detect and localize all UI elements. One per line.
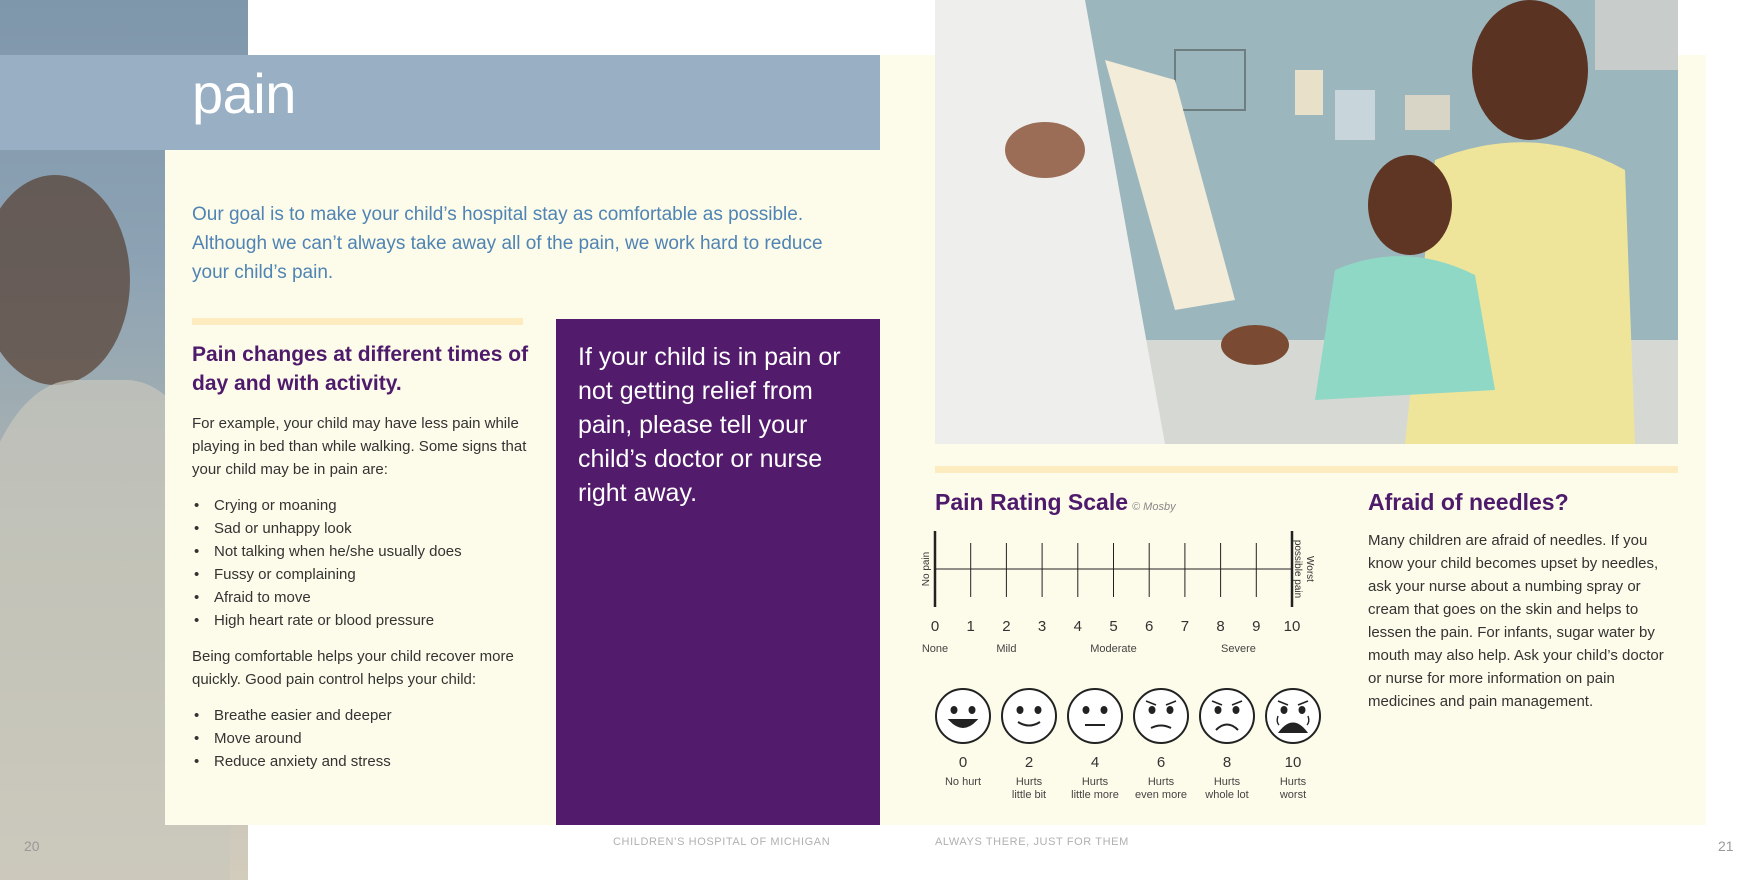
face-eye — [1101, 706, 1108, 714]
list-item: • Afraid to move — [192, 586, 522, 609]
needles-heading: Afraid of needles? — [1368, 489, 1569, 515]
face-eye — [1017, 706, 1024, 714]
face-eye — [951, 706, 958, 714]
scale-right-anchor-line: Worst — [1304, 556, 1315, 582]
face-score: 10 — [1284, 754, 1302, 771]
list-item: • Not talking when he/she usually does — [192, 540, 522, 563]
scale-number: 8 — [1216, 618, 1225, 635]
face-label-line1: Hurts — [1147, 776, 1175, 788]
needles-paragraph: Many children are afraid of needles. If you know your child becomes upset by needles, ask your nurse about a numbing spray or cream that goes on the skin and helps to lessen the pain. For infants, sugar water by mouth may also help. Ask your child’s doctor or nurse for more information on pain medicines and pain management. — [1368, 532, 1664, 710]
scale-zone-label: Mild — [996, 643, 1017, 655]
doctor-patient-photo — [935, 0, 1678, 444]
face-outline — [1266, 689, 1320, 743]
section-heading: Pain changes at different times of day and with activity. — [192, 343, 529, 395]
face-outline — [936, 689, 990, 743]
face-eye — [1299, 706, 1306, 714]
face-label-line2: little more — [1071, 789, 1119, 801]
face-label-line1: Hurts — [1015, 776, 1043, 788]
section-divider — [935, 466, 1678, 473]
child-face — [0, 175, 130, 385]
face-label-line2: worst — [1279, 789, 1307, 801]
face-label-line2: even more — [1135, 789, 1187, 801]
page-number-right: 21 — [1718, 838, 1734, 854]
face-eye — [1233, 706, 1240, 714]
face-score: 2 — [1024, 754, 1034, 771]
face-icon — [1134, 689, 1188, 743]
face-eye — [1167, 706, 1174, 714]
scale-number: 4 — [1073, 618, 1082, 635]
face-icon — [1068, 689, 1122, 743]
scale-number: 10 — [1283, 618, 1301, 635]
scale-right-anchor — [1292, 540, 1315, 598]
list-item: • Move around — [192, 727, 522, 750]
list-item: • Breathe easier and deeper — [192, 704, 522, 727]
face-label-line1: Hurts — [1213, 776, 1241, 788]
face-outline — [1134, 689, 1188, 743]
scale-number: 6 — [1145, 618, 1154, 635]
list-item: • Sad or unhappy look — [192, 517, 522, 540]
exam-room-illustration — [935, 0, 1678, 444]
face-score: 6 — [1156, 754, 1166, 771]
list-item: • Crying or moaning — [192, 494, 522, 517]
face-eye — [1281, 706, 1288, 714]
page-number-left: 20 — [24, 838, 40, 854]
benefits-list — [192, 704, 522, 773]
face-score: 4 — [1090, 754, 1100, 771]
scale-number: 3 — [1037, 618, 1047, 635]
face-label-line1: Hurts — [1081, 776, 1109, 788]
list-item: • Fussy or complaining — [192, 563, 522, 586]
callout-text: If your child is in pain or not getting relief from pain, please tell your child’s doctor or nurse right away. — [578, 343, 841, 507]
title-band — [0, 55, 880, 150]
footer-tagline: ALWAYS THERE, JUST FOR THEM — [935, 836, 1129, 848]
numeric-pain-scale — [915, 525, 1335, 670]
face-label-line1: No hurt — [944, 776, 982, 788]
scale-number: 2 — [1002, 618, 1011, 635]
faces-pain-scale — [925, 682, 1345, 822]
scale-credit: © Mosby — [1132, 501, 1176, 513]
face-label-line1: Hurts — [1279, 776, 1307, 788]
face-eye — [1083, 706, 1090, 714]
list-item: • High heart rate or blood pressure — [192, 609, 522, 632]
pain-signs-list — [192, 494, 522, 632]
face-eye — [969, 706, 976, 714]
scale-left-anchor: No pain — [921, 551, 932, 587]
page-title: pain — [192, 62, 296, 125]
face-score: 8 — [1222, 754, 1232, 771]
scale-zone-label: None — [921, 643, 949, 655]
face-outline — [1002, 689, 1056, 743]
list-item: • Reduce anxiety and stress — [192, 750, 522, 773]
face-eye — [1149, 706, 1156, 714]
face-icon — [1266, 689, 1320, 743]
face-label-line2: little bit — [1011, 789, 1047, 801]
face-outline — [1068, 689, 1122, 743]
face-outline — [1200, 689, 1254, 743]
scale-number: 0 — [930, 618, 940, 635]
face-score: 0 — [958, 754, 968, 771]
footer-hospital-name: CHILDREN’S HOSPITAL OF MICHIGAN — [613, 836, 831, 848]
face-icon — [936, 689, 990, 743]
paragraph-signs: For example, your child may have less pain while playing in bed than while walking. Some signs that your child may be in pain are: — [192, 415, 527, 478]
face-label-line2: whole lot — [1205, 789, 1249, 801]
section-divider — [192, 318, 523, 325]
face-icon — [1200, 689, 1254, 743]
scale-zone-label: Moderate — [1090, 643, 1137, 655]
pain-scale-title-text: Pain Rating Scale — [935, 489, 1129, 515]
intro-paragraph: Our goal is to make your child’s hospital stay as comfortable as possible. Although we can’t always take away all of the pain, we work hard to reduce your child’s pain. — [192, 204, 823, 283]
scale-number: 9 — [1252, 618, 1261, 635]
scale-number: 1 — [966, 618, 975, 635]
scale-right-anchor-line: possible pain — [1292, 539, 1303, 599]
paragraph-benefits: Being comfortable helps your child recover more quickly. Good pain control helps your child: — [192, 648, 514, 688]
face-icon — [1002, 689, 1056, 743]
face-eye — [1035, 706, 1042, 714]
scale-number: 7 — [1180, 618, 1190, 635]
scale-zone-label: Severe — [1221, 643, 1256, 655]
pain-scale-title — [935, 487, 1176, 522]
face-eye — [1215, 706, 1222, 714]
scale-number: 5 — [1109, 618, 1118, 635]
